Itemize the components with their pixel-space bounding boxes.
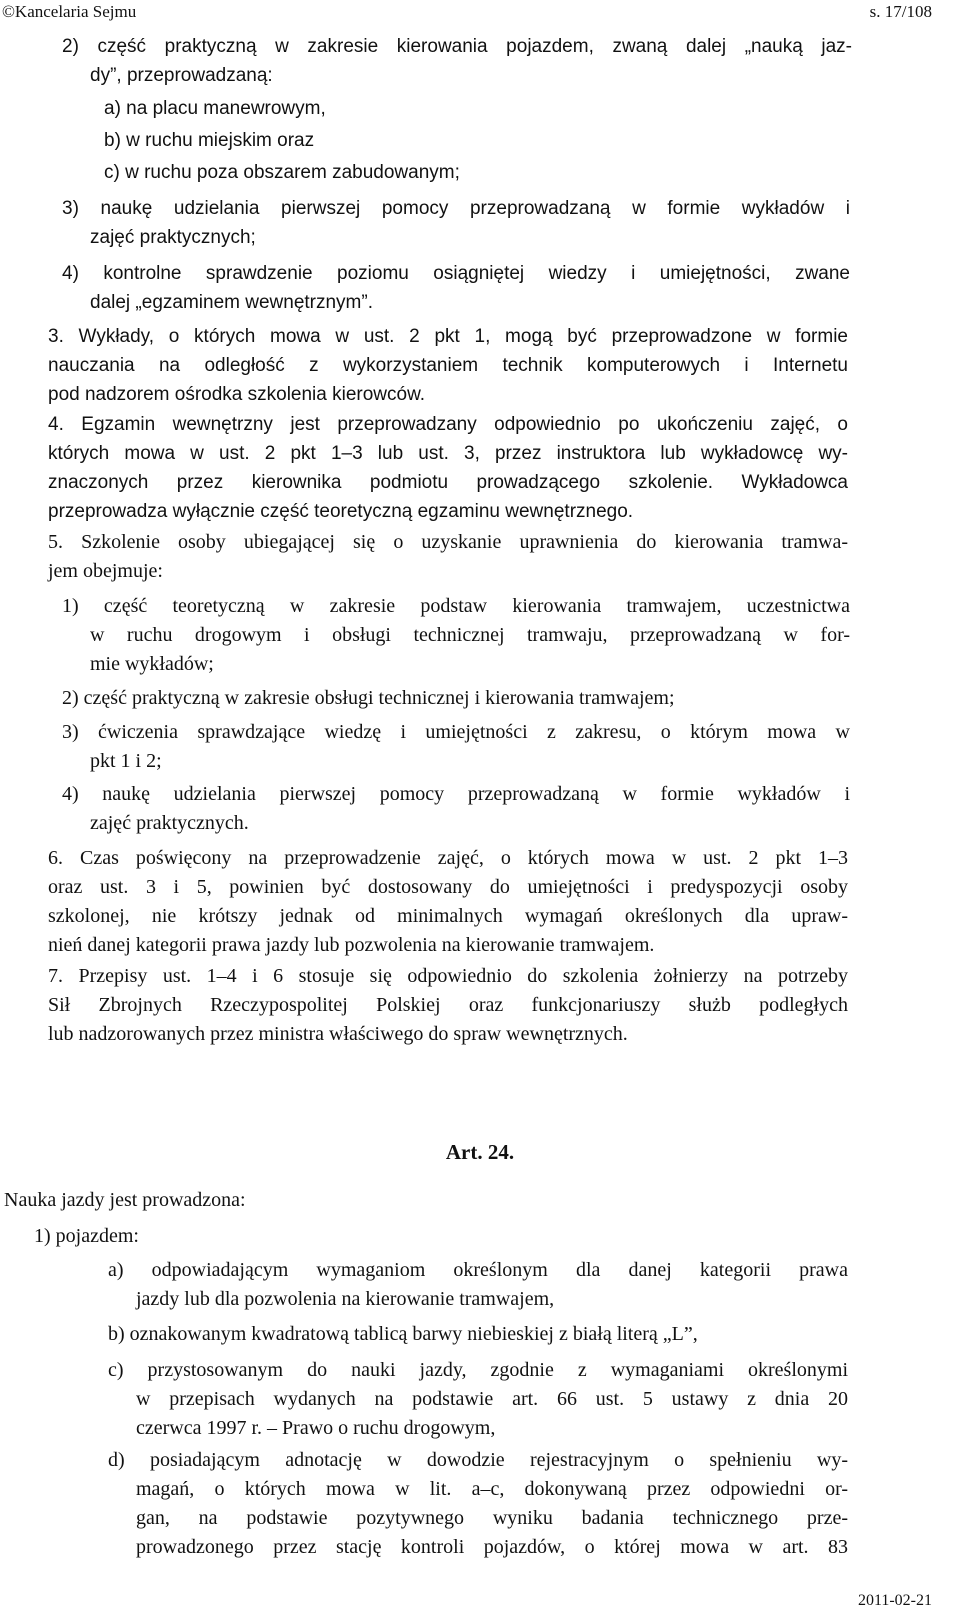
section-ust-4 [48,410,848,526]
text-line: 3) naukę udzielania pierwszej pomocy przeprowadzaną w formie wykładów i [62,198,850,219]
text-line: 2) część praktyczną w zakresie kierowania pojazdem, zwaną dalej „nauką jaz- [62,36,852,57]
paragraph-4 [62,259,850,317]
text-line: 4) naukę udzielania pierwszej pomocy przeprowadzaną w formie wykładów i [62,783,850,805]
text-line: zajęć praktycznych. [90,812,249,834]
text-line: Sił Zbrojnych Rzeczypospolitej Polskiej oraz funkcjonariuszy służb podległych [48,994,848,1016]
paragraph-3 [62,194,850,252]
text-line: nauczania na odległość z wykorzystaniem technik komputerowych i Internetu [48,355,848,376]
text-line: d) posiadającym adnotację w dowodzie rejestracyjnym o spełnieniu wy- [108,1449,848,1471]
text-line: 4. Egzamin wewnętrzny jest przeprowadzany odpowiednio po ukończeniu zajęć, o [48,414,848,435]
article-item-1: 1) pojazdem: [34,1225,139,1247]
paragraph-2 [62,32,852,90]
ust5-item-3 [62,718,850,776]
text-line: w ruchu drogowym i obsługi technicznej tramwaju, przeprowadzaną w for- [90,624,850,646]
item-2c: c) w ruchu poza obszarem zabudowanym; [104,162,460,183]
article-intro: Nauka jazdy jest prowadzona: [4,1189,246,1211]
text-line: przeprowadza wyłącznie część teoretyczną egzaminu wewnętrznego. [48,501,634,522]
text-line: 2) część praktyczną w zakresie obsługi technicznej i kierowania tramwajem; [62,687,675,709]
article-item-1c [108,1356,848,1443]
article-item-1d [108,1446,848,1562]
text-line: czerwca 1997 r. – Prawo o ruchu drogowym, [136,1417,496,1439]
ust5-item-1 [62,592,850,679]
text-line: nień danej kategorii prawa jazdy lub pozwolenia na kierowanie tramwajem. [48,934,655,956]
text-line: c) przystosowanym do nauki jazdy, zgodnie z wymaganiami określonymi [108,1359,848,1381]
ust5-item-4 [62,780,850,838]
item-2b: b) w ruchu miejskim oraz [104,130,315,151]
text-line: których mowa w ust. 2 pkt 1–3 lub ust. 3, przez instruktora lub wykładowcę wy- [48,443,848,464]
page-number: s. 17/108 [869,2,932,21]
text-line: znaczonych przez kierownika podmiotu prowadzącego szkolenie. Wykładowca [48,472,848,493]
article-item-1b [108,1320,848,1349]
text-line: 3) ćwiczenia sprawdzające wiedzę i umiejętności z zakresu, o którym mowa w [62,721,850,743]
section-ust-7 [48,962,848,1049]
text-line: w przepisach wydanych na podstawie art. 66 ust. 5 ustawy z dnia 20 [136,1388,848,1410]
text-line: jem obejmuje: [48,560,163,582]
text-line: jazdy lub dla pozwolenia na kierowanie tramwajem, [136,1288,555,1310]
text-line: magań, o których mowa w lit. a–c, dokonywaną przez odpowiedni or- [136,1478,848,1500]
section-ust-3 [48,322,848,409]
text-line: pod nadzorem ośrodka szkolenia kierowców. [48,384,426,405]
article-title: Art. 24. [445,1140,515,1164]
section-ust-5 [48,528,848,586]
text-line: zajęć praktycznych; [90,227,256,248]
text-line: dalej „egzaminem wewnętrznym”. [90,292,373,313]
text-line: 4) kontrolne sprawdzenie poziomu osiągniętej wiedzy i umiejętności, zwane [62,263,850,284]
section-ust-6 [48,844,848,960]
text-line: 6. Czas poświęcony na przeprowadzenie zajęć, o których mowa w ust. 2 pkt 1–3 [48,847,848,869]
text-line: mie wykładów; [90,653,214,675]
text-line: 3. Wykłady, o których mowa w ust. 2 pkt 1, mogą być przeprowadzone w formie [48,326,848,347]
text-line: szkolonej, nie krótszy jednak od minimalnych wymagań określonych dla upraw- [48,905,848,927]
text-line: 5. Szkolenie osoby ubiegającej się o uzyskanie uprawnienia do kierowania tramwa- [48,531,848,553]
text-line: 7. Przepisy ust. 1–4 i 6 stosuje się odpowiednio do szkolenia żołnierzy na potrzeby [48,965,848,987]
document-date: 2011-02-21 [857,1592,932,1609]
text-line: lub nadzorowanych przez ministra właściwego do spraw wewnętrznych. [48,1023,628,1045]
ust5-item-2 [62,684,850,713]
copyright-label: ©Kancelaria Sejmu [2,2,137,21]
text-line: oraz ust. 3 i 5, powinien być dostosowany do umiejętności i predyspozycji osoby [48,876,848,898]
text-line: pkt 1 i 2; [90,750,162,772]
text-line: prowadzonego przez stację kontroli pojazdów, o której mowa w art. 83 [136,1536,848,1558]
text-line: a) odpowiadającym wymaganiom określonym dla danej kategorii prawa [108,1259,848,1281]
item-2a: a) na placu manewrowym, [104,98,326,119]
text-line: dy”, przeprowadzaną: [90,65,273,86]
article-item-1a [108,1256,848,1314]
text-line: 1) część teoretyczną w zakresie podstaw kierowania tramwajem, uczestnictwa [62,595,850,617]
text-line: b) oznakowanym kwadratową tablicą barwy niebieskiej z białą literą „L”, [108,1323,698,1345]
text-line: gan, na podstawie pozytywnego wyniku badania technicznego prze- [136,1507,848,1529]
